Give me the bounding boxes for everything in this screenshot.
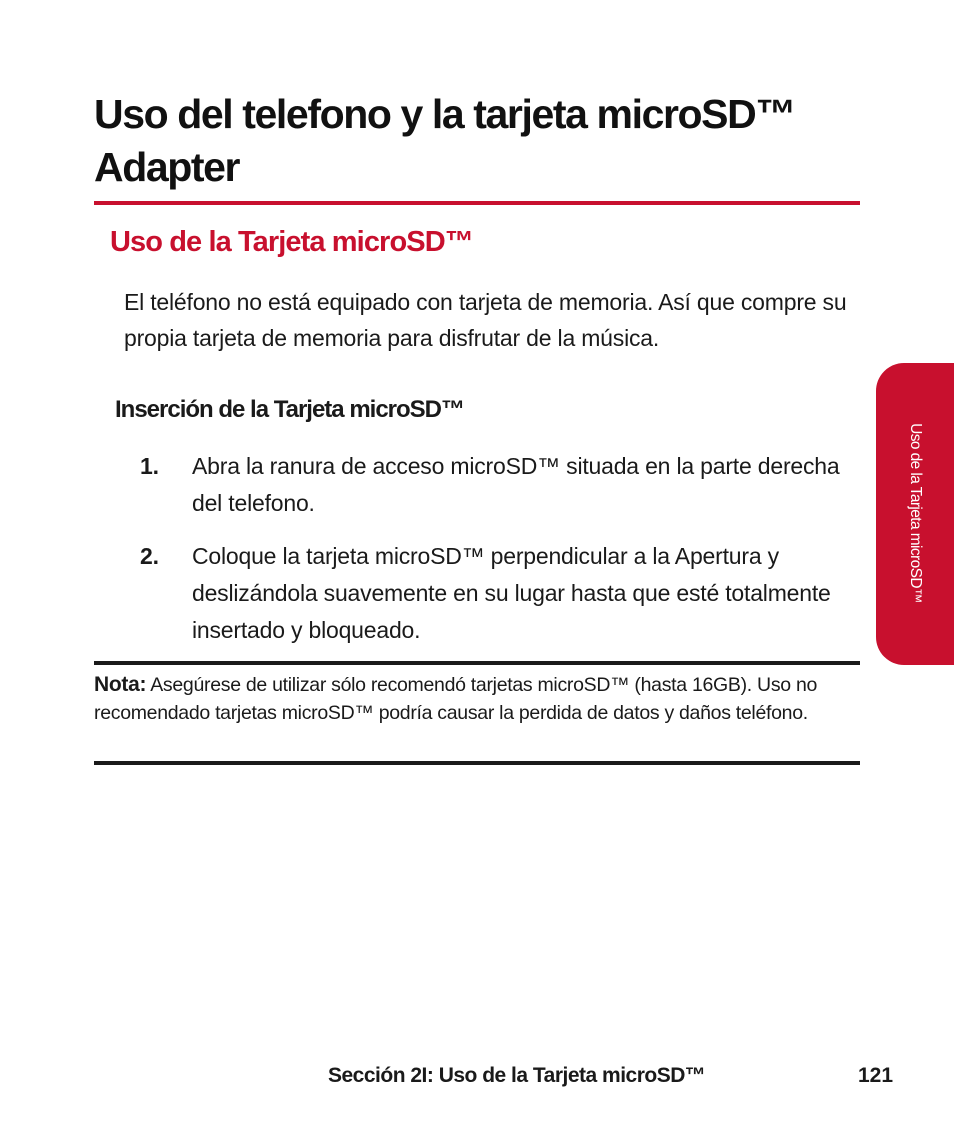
page-title: Uso del telefono y la tarjeta microSD™ Adapter: [94, 91, 795, 190]
footer-section-label: Sección 2I: Uso de la Tarjeta microSD™: [328, 1064, 706, 1087]
step-item: [140, 448, 860, 522]
step-text: Coloque la tarjeta microSD™ perpendicular a la Apertura y deslizándola suavemente en su lugar hasta que esté totalmente insertado y bloqueado.: [192, 543, 831, 643]
note-content: [94, 671, 860, 727]
step-number: 2.: [140, 543, 159, 569]
page-number: 121: [858, 1064, 894, 1087]
title-divider: [94, 201, 860, 205]
steps-list: [140, 448, 860, 665]
side-tab-label: Uso de la Tarjeta microSD™: [907, 423, 924, 603]
subheading: Inserción de la Tarjeta microSD™: [115, 396, 465, 423]
note-box: [94, 661, 860, 765]
step-number: 1.: [140, 453, 159, 479]
step-text: Abra la ranura de acceso microSD™ situada en la parte derecha del telefono.: [192, 453, 840, 516]
step-item: [140, 538, 860, 649]
intro-paragraph: El teléfono no está equipado con tarjeta de memoria. Así que compre su propia tarjeta de memoria para disfrutar de la música.: [124, 289, 847, 351]
note-label: Nota:: [94, 673, 147, 696]
section-side-tab: [876, 363, 954, 665]
note-text: Asegúrese de utilizar sólo recomendó tarjetas microSD™ (hasta 16GB). Uso no recomendado tarjetas microSD™ podría causar la perdida de datos y daños teléfono.: [94, 674, 818, 724]
section-heading: Uso de la Tarjeta microSD™: [110, 226, 473, 258]
